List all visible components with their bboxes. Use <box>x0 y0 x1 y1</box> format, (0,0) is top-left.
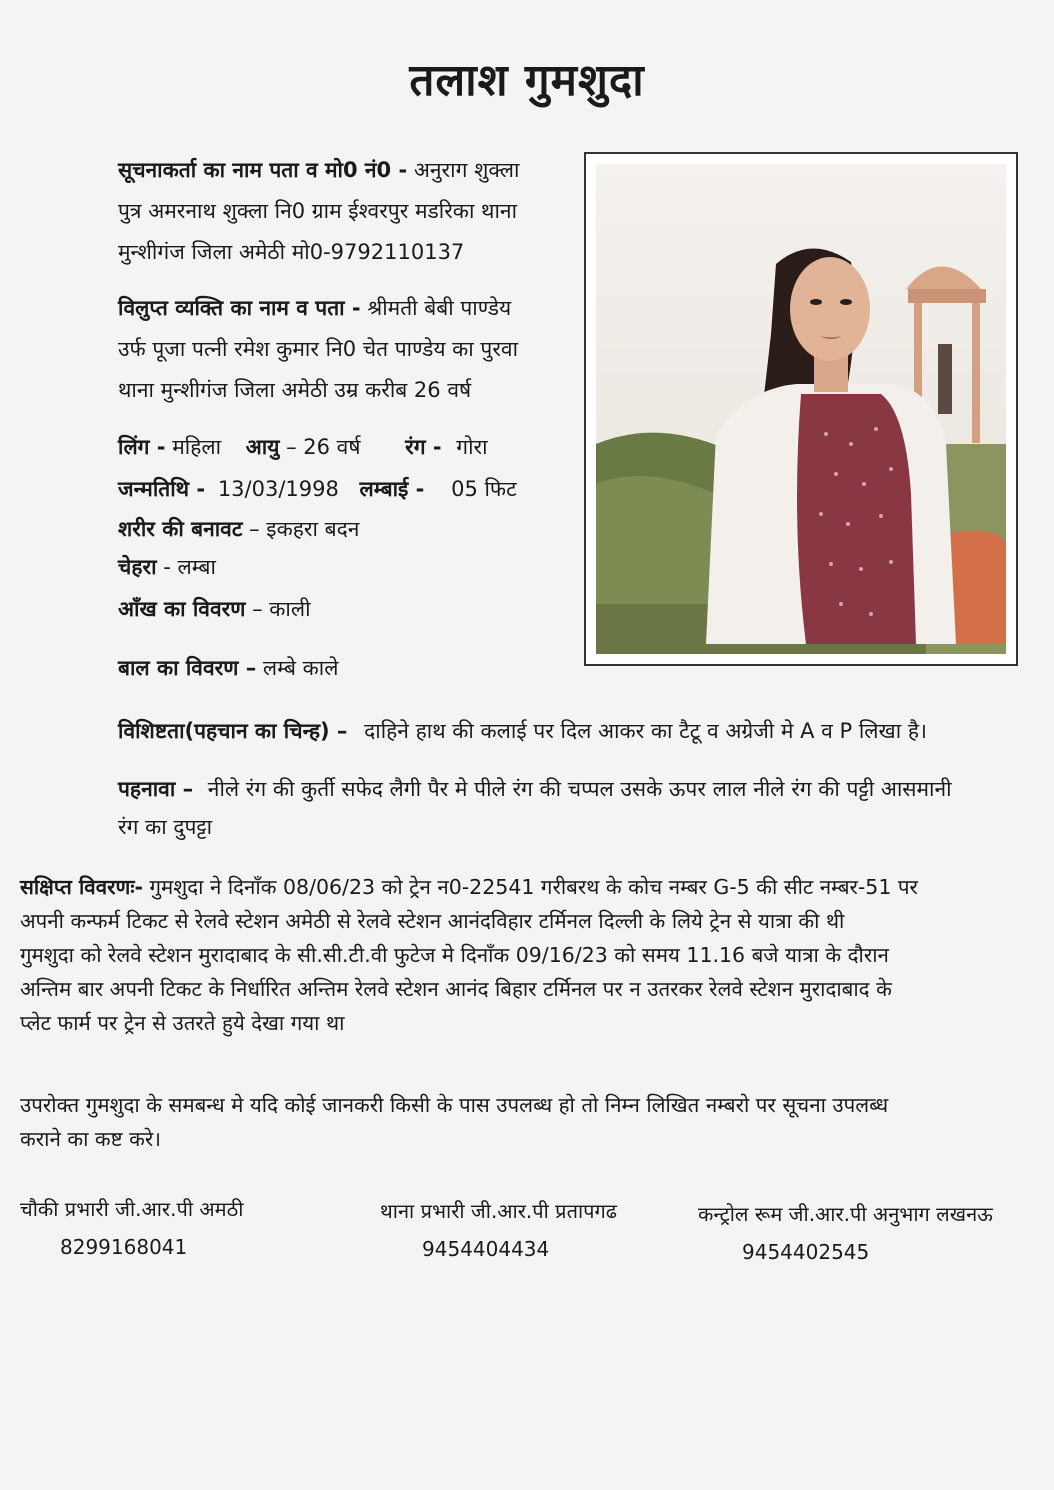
dob-value: 13/03/1998 <box>217 477 339 501</box>
missing-person-block <box>118 288 518 411</box>
hair-row <box>118 648 338 689</box>
informant-label: सूचनाकर्ता का नाम पता व मो0 नं0 - <box>118 158 408 182</box>
contact-chowki <box>20 1190 243 1266</box>
photo-frame <box>584 152 1018 666</box>
build-value: – इकहरा बदन <box>249 517 360 541</box>
identity-mark-value: दाहिने हाथ की कलाई पर दिल आकर का टैटू व अग्रेजी मे A व P लिखा है। <box>364 719 927 743</box>
face-value: - लम्बा <box>163 555 216 579</box>
contact-thana <box>380 1192 617 1268</box>
contact-office: थाना प्रभारी जी.आर.पी प्रतापगढ <box>380 1199 618 1223</box>
informant-line3: मुन्शीगंज जिला अमेठी मो0-9792110137 <box>118 240 465 264</box>
age-value: – 26 वर्ष <box>286 435 361 459</box>
clothing-block <box>118 770 952 846</box>
clothing-line2: रंग का दुपट्टा <box>118 815 213 839</box>
contact-control-room <box>698 1195 993 1271</box>
appeal-line2: कराने का कष्ट करे। <box>20 1127 162 1151</box>
contact-office: कन्ट्रोल रूम जी.आर.पी अनुभाग लखनऊ <box>698 1202 993 1226</box>
missing-person-line2: उर्फ पूजा पत्नी रमेश कुमार नि0 चेत पाण्डेय का पुरवा <box>118 337 519 361</box>
clothing-label: पहनावा – <box>118 777 194 801</box>
height-label: लम्बाई - <box>359 477 425 501</box>
clothing-line1: नीले रंग की कुर्ती सफेद लैगी पैर मे पीले रंग की चप्पल उसके ऊपर लाल नीले रंग की पट्टी आसमानी <box>207 777 952 801</box>
contact-office: चौकी प्रभारी जी.आर.पी अमठी <box>20 1197 244 1221</box>
build-label: शरीर की बनावट <box>118 517 243 541</box>
gender-label: लिंग - <box>118 435 166 459</box>
hair-label: बाल का विवरण – <box>118 656 257 680</box>
photo-illustration <box>596 164 1006 654</box>
gender-value: महिला <box>172 435 222 459</box>
missing-person-line3: थाना मुन्शीगंज जिला अमेठी उम्र करीब 26 वर्ष <box>118 378 472 402</box>
summary-line3: गुमशुदा को रेलवे स्टेशन मुरादाबाद के सी.सी.टी.वी फुटेज मे दिनाँक 09/16/23 को समय 11.16 बजे यात्रा के दौरान <box>20 943 889 967</box>
build-row <box>118 509 359 550</box>
summary-line1: गुमशुदा ने दिनाँक 08/06/23 को ट्रेन न0-22541 गरीबरथ के कोच नम्बर G-5 की सीट नम्बर-51 पर <box>149 875 918 899</box>
height-value: 05 फिट <box>451 477 517 501</box>
summary-line2: अपनी कन्फर्म टिकट से रेलवे स्टेशन अमेठी से रेलवे स्टेशन आनंदविहार टर्मिनल दिल्ली के लिये ट्रेन से यात्रा की थी <box>20 909 845 933</box>
summary-line5: प्लेट फार्म पर ट्रेन से उतरते हुये देखा गया था <box>20 1011 345 1035</box>
appeal-line1: उपरोक्त गुमशुदा के समबन्ध मे यदि कोई जानकरी किसी के पास उपलब्ध हो तो निम्न लिखित नम्बरो पर सूचना उपलब्ध <box>20 1093 889 1117</box>
summary-label: सक्षिप्त विवरणः- <box>20 875 143 899</box>
gender-age-color-row <box>118 427 488 468</box>
summary-line4: अन्तिम बार अपनी टिकट के निर्धारित अन्तिम रेलवे स्टेशन आनंद बिहार टर्मिनल पर न उतरकर रेलवे स्टेशन मुरादाबाद के <box>20 977 892 1001</box>
eyes-value: – काली <box>252 597 311 621</box>
appeal-block <box>20 1088 1050 1156</box>
color-value: गोरा <box>456 435 488 459</box>
hair-value: लम्बे काले <box>262 656 339 680</box>
informant-line2: पुत्र अमरनाथ शुक्ला नि0 ग्राम ईश्वरपुर मडरिका थाना <box>118 199 518 223</box>
color-label: रंग - <box>405 435 442 459</box>
summary-block <box>20 870 1050 1040</box>
identity-mark-row <box>118 711 927 752</box>
identity-mark-label: विशिष्टता(पहचान का चिन्ह) – <box>118 719 348 743</box>
contact-phone: 9454404434 <box>422 1237 550 1261</box>
dob-label: जन्मतिथि - <box>118 477 206 501</box>
age-label: आयु <box>245 435 280 459</box>
informant-name: अनुराग शुक्ला <box>413 158 520 182</box>
face-row <box>118 547 216 588</box>
eyes-label: आँख का विवरण <box>118 597 246 621</box>
missing-person-name: श्रीमती बेबी पाण्डेय <box>367 296 512 320</box>
contact-phone: 8299168041 <box>60 1235 188 1259</box>
informant-block <box>118 150 520 273</box>
face-label: चेहरा <box>118 555 157 579</box>
eyes-row <box>118 589 311 630</box>
missing-person-label: विलुप्त व्यक्ति का नाम व पता - <box>118 296 361 320</box>
contact-phone: 9454402545 <box>742 1240 870 1264</box>
dob-height-row <box>118 469 517 510</box>
missing-person-photo <box>596 164 1006 654</box>
page-title: तलाश गुमशुदा <box>409 55 645 106</box>
